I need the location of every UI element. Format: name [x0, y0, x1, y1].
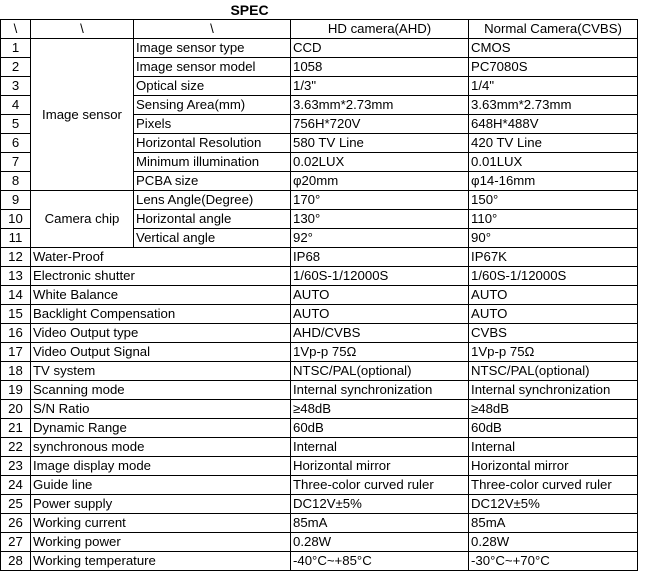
row-number: 9	[1, 191, 31, 210]
hd-value: 85mA	[291, 514, 469, 533]
spec-row	[1, 191, 638, 210]
hd-value: 1/60S-1/12000S	[291, 267, 469, 286]
normal-value: Internal	[469, 438, 638, 457]
normal-value: 3.63mm*2.73mm	[469, 96, 638, 115]
row-number: 8	[1, 172, 31, 191]
hd-value: Horizontal mirror	[291, 457, 469, 476]
param-name: Backlight Compensation	[31, 305, 291, 324]
param-name: TV system	[31, 362, 291, 381]
hd-value: 1058	[291, 58, 469, 77]
row-number: 1	[1, 39, 31, 58]
hd-value: CCD	[291, 39, 469, 58]
normal-value: AUTO	[469, 286, 638, 305]
normal-value: 648H*488V	[469, 115, 638, 134]
header-backslash-2: \	[31, 20, 134, 39]
param-name: Optical size	[134, 77, 291, 96]
param-name: Video Output Signal	[31, 343, 291, 362]
param-name: Horizontal Resolution	[134, 134, 291, 153]
row-number: 24	[1, 476, 31, 495]
group-image-sensor: Image sensor	[31, 39, 134, 191]
param-name: Power supply	[31, 495, 291, 514]
param-name: Water-Proof	[31, 248, 291, 267]
header-normal-camera: Normal Camera(CVBS)	[469, 20, 638, 39]
hd-value: 92°	[291, 229, 469, 248]
row-number: 5	[1, 115, 31, 134]
normal-value: Horizontal mirror	[469, 457, 638, 476]
row-number: 27	[1, 533, 31, 552]
normal-value: ≥48dB	[469, 400, 638, 419]
header-hd-camera: HD camera(AHD)	[291, 20, 469, 39]
normal-value: NTSC/PAL(optional)	[469, 362, 638, 381]
row-number: 21	[1, 419, 31, 438]
normal-value: Three-color curved ruler	[469, 476, 638, 495]
row-number: 25	[1, 495, 31, 514]
hd-value: AUTO	[291, 305, 469, 324]
normal-value: 85mA	[469, 514, 638, 533]
row-number: 28	[1, 552, 31, 571]
spec-row	[1, 305, 638, 324]
normal-value: 1/4"	[469, 77, 638, 96]
hd-value: φ20mm	[291, 172, 469, 191]
spec-row	[1, 533, 638, 552]
normal-value: Internal synchronization	[469, 381, 638, 400]
param-name: Dynamic Range	[31, 419, 291, 438]
param-name: PCBA size	[134, 172, 291, 191]
normal-value: AUTO	[469, 305, 638, 324]
header-backslash-1: \	[1, 20, 31, 39]
hd-value: AHD/CVBS	[291, 324, 469, 343]
spec-title: SPEC	[31, 0, 469, 20]
spec-row	[1, 286, 638, 305]
hd-value: IP68	[291, 248, 469, 267]
normal-value: 110°	[469, 210, 638, 229]
hd-value: Internal	[291, 438, 469, 457]
spec-row	[1, 362, 638, 381]
row-number: 3	[1, 77, 31, 96]
row-number: 7	[1, 153, 31, 172]
hd-value: 3.63mm*2.73mm	[291, 96, 469, 115]
row-number: 22	[1, 438, 31, 457]
row-number: 10	[1, 210, 31, 229]
spec-row	[1, 476, 638, 495]
param-name: Video Output type	[31, 324, 291, 343]
param-name: Lens Angle(Degree)	[134, 191, 291, 210]
row-number: 13	[1, 267, 31, 286]
row-number: 20	[1, 400, 31, 419]
hd-value: NTSC/PAL(optional)	[291, 362, 469, 381]
row-number: 17	[1, 343, 31, 362]
param-name: Horizontal angle	[134, 210, 291, 229]
normal-value: 150°	[469, 191, 638, 210]
normal-value: 0.01LUX	[469, 153, 638, 172]
param-name: Working power	[31, 533, 291, 552]
spec-row	[1, 248, 638, 267]
param-name: Minimum illumination	[134, 153, 291, 172]
hd-value: 580 TV Line	[291, 134, 469, 153]
param-name: Image display mode	[31, 457, 291, 476]
hd-value: Internal synchronization	[291, 381, 469, 400]
spec-row	[1, 39, 638, 58]
spec-row	[1, 324, 638, 343]
param-name: Electronic shutter	[31, 267, 291, 286]
row-number: 16	[1, 324, 31, 343]
param-name: Sensing Area(mm)	[134, 96, 291, 115]
normal-value: IP67K	[469, 248, 638, 267]
spec-row	[1, 514, 638, 533]
normal-value: 60dB	[469, 419, 638, 438]
normal-value: 1/60S-1/12000S	[469, 267, 638, 286]
spec-row	[1, 267, 638, 286]
param-name: Guide line	[31, 476, 291, 495]
spec-row	[1, 419, 638, 438]
param-name: Image sensor model	[134, 58, 291, 77]
param-name: Working current	[31, 514, 291, 533]
hd-value: 170°	[291, 191, 469, 210]
spec-row	[1, 438, 638, 457]
normal-value: 90°	[469, 229, 638, 248]
spec-row	[1, 552, 638, 571]
hd-value: Three-color curved ruler	[291, 476, 469, 495]
hd-value: 1Vp-p 75Ω	[291, 343, 469, 362]
normal-value: 420 TV Line	[469, 134, 638, 153]
param-name: Scanning mode	[31, 381, 291, 400]
row-number: 18	[1, 362, 31, 381]
row-number: 26	[1, 514, 31, 533]
title-row	[1, 0, 638, 20]
hd-value: -40°C~+85°C	[291, 552, 469, 571]
hd-value: 60dB	[291, 419, 469, 438]
spec-row	[1, 343, 638, 362]
normal-value: -30°C~+70°C	[469, 552, 638, 571]
param-name: S/N Ratio	[31, 400, 291, 419]
header-row	[1, 20, 638, 39]
normal-value: 1Vp-p 75Ω	[469, 343, 638, 362]
normal-value: DC12V±5%	[469, 495, 638, 514]
spec-row	[1, 400, 638, 419]
hd-value: DC12V±5%	[291, 495, 469, 514]
param-name: synchronous mode	[31, 438, 291, 457]
spec-row	[1, 381, 638, 400]
param-name: Working temperature	[31, 552, 291, 571]
row-number: 6	[1, 134, 31, 153]
normal-value: CVBS	[469, 324, 638, 343]
row-number: 11	[1, 229, 31, 248]
param-name: Vertical angle	[134, 229, 291, 248]
row-number: 19	[1, 381, 31, 400]
normal-value: CMOS	[469, 39, 638, 58]
group-camera-chip: Camera chip	[31, 191, 134, 248]
row-number: 4	[1, 96, 31, 115]
hd-value: 0.02LUX	[291, 153, 469, 172]
param-name: Pixels	[134, 115, 291, 134]
normal-value: φ14-16mm	[469, 172, 638, 191]
hd-value: 756H*720V	[291, 115, 469, 134]
row-number: 12	[1, 248, 31, 267]
hd-value: 0.28W	[291, 533, 469, 552]
hd-value: AUTO	[291, 286, 469, 305]
param-name: White Balance	[31, 286, 291, 305]
normal-value: PC7080S	[469, 58, 638, 77]
spec-row	[1, 495, 638, 514]
hd-value: ≥48dB	[291, 400, 469, 419]
row-number: 2	[1, 58, 31, 77]
header-backslash-3: \	[134, 20, 291, 39]
row-number: 23	[1, 457, 31, 476]
row-number: 15	[1, 305, 31, 324]
spec-row	[1, 457, 638, 476]
param-name: Image sensor type	[134, 39, 291, 58]
normal-value: 0.28W	[469, 533, 638, 552]
hd-value: 130°	[291, 210, 469, 229]
row-number: 14	[1, 286, 31, 305]
hd-value: 1/3"	[291, 77, 469, 96]
